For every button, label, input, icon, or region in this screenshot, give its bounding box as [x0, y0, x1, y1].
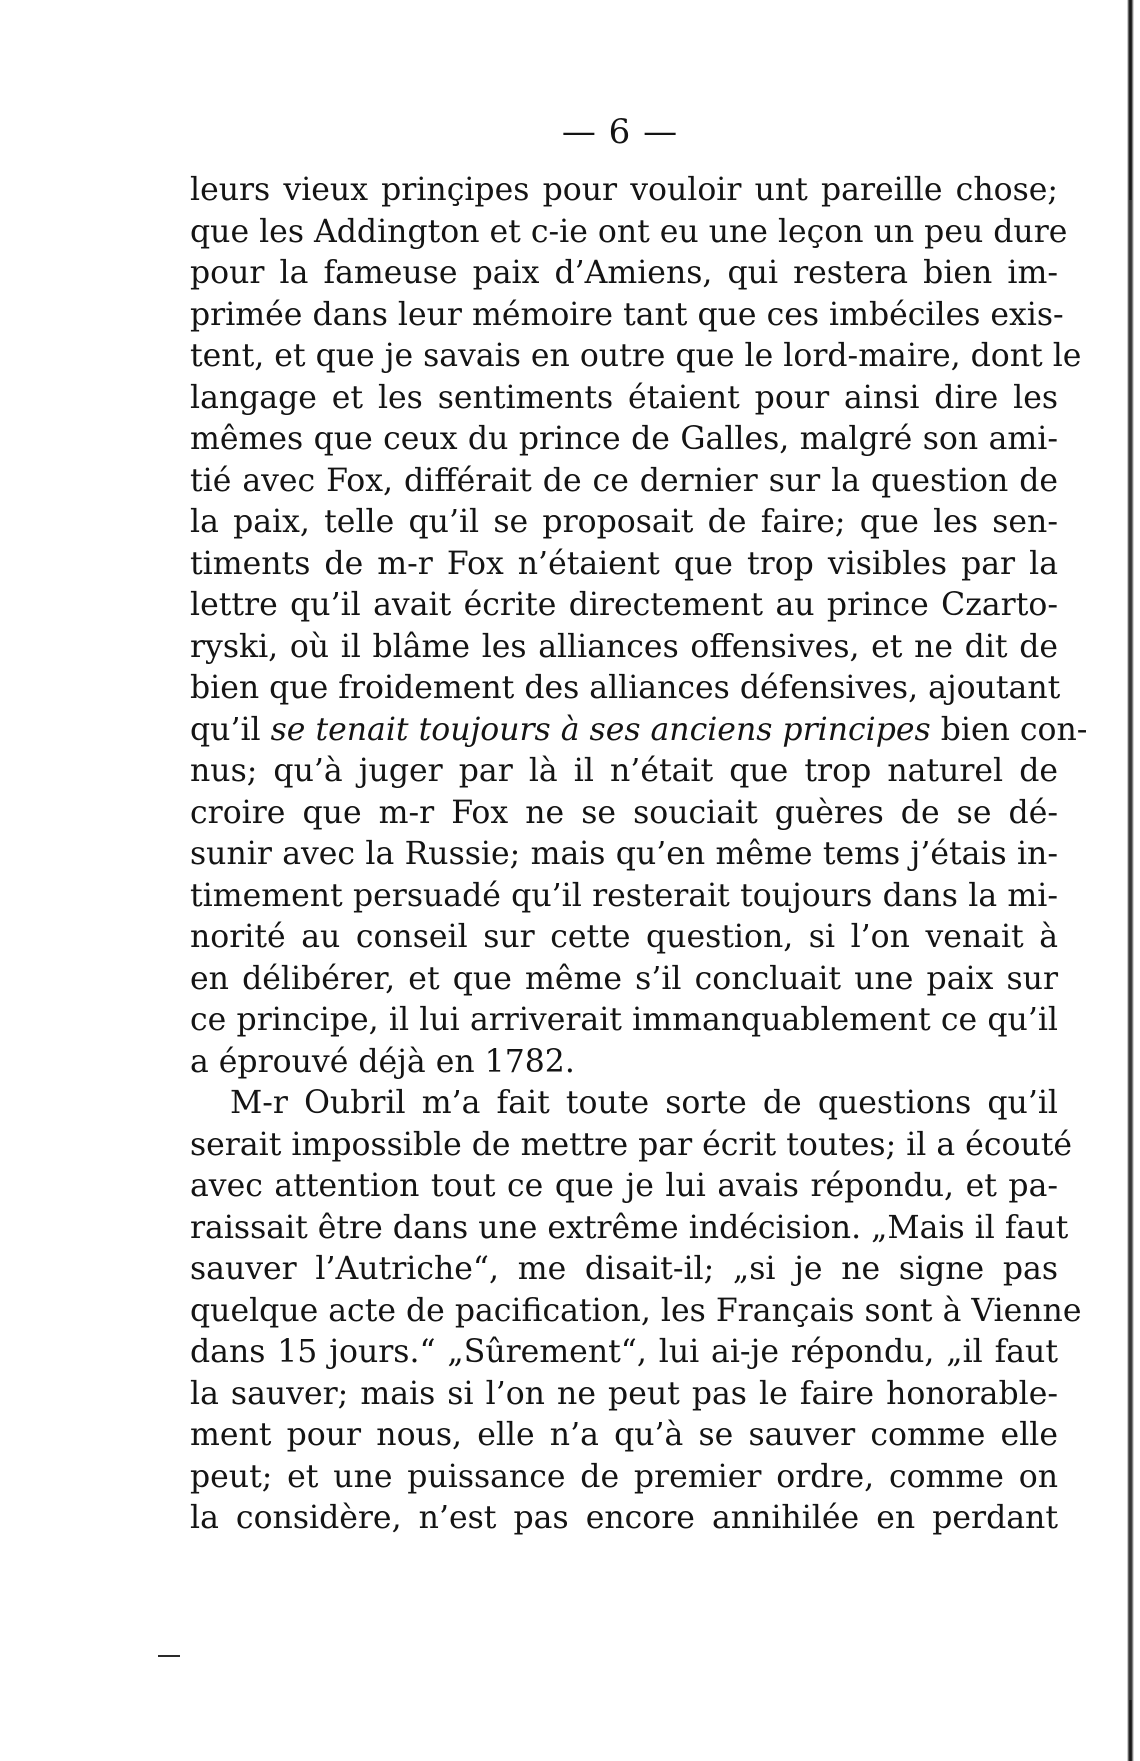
text-line: avec attention tout ce que je lui avais répondu, et pa- [190, 1168, 1058, 1204]
italic-line-pre: qu’il [190, 711, 261, 748]
text-line: ryski, où il blâme les alliances offensives, et ne dit de [190, 628, 1058, 665]
text-line: croire que m-r Fox ne se souciait guères de se dé- [190, 794, 1058, 831]
text-line: leurs vieux prinçipes pour vouloir unt pareille chose; [190, 172, 1058, 208]
text-line: que les Addington et c-ie ont eu une leçon un peu dure [190, 213, 1068, 250]
text-line: la paix, telle qu’il se proposait de faire; que les sen- [190, 504, 1058, 540]
text-line: quelque acte de pacification, les Français sont à Vienne [190, 1292, 1082, 1329]
text-line: raissait être dans une extrême indécision. „Mais il faut [190, 1209, 1069, 1246]
text-line: sauver l’Autriche“, me disait-il; „si je ne signe pas [190, 1251, 1058, 1287]
text-line: la sauver; mais si l’on ne peut pas le faire honorable- [190, 1375, 1058, 1412]
text-line: primée dans leur mémoire tant que ces imbéciles exis- [190, 296, 1064, 333]
text-line: ce principe, il lui arriverait immanquablement ce qu’il [190, 1002, 1058, 1038]
text-line: tié avec Fox, différait de ce dernier sur la question de [190, 462, 1058, 499]
page-edge-shadow [1129, 200, 1132, 1700]
text-line: la considère, n’est pas encore annihilée en perdant [190, 1500, 1058, 1536]
footer-dash-mark [158, 1655, 180, 1657]
text-line-paragraph-end: a éprouvé déjà en 1782. [190, 1043, 575, 1080]
page-number: — 6 — [561, 112, 679, 152]
text-line: tent, et que je savais en outre que le lord-maire, dont le [190, 338, 1082, 374]
text-line: timents de m-r Fox n’étaient que trop visibles par la [190, 545, 1058, 582]
text-line: nus; qu’à juger par là il n’était que trop naturel de [190, 753, 1058, 789]
italic-quote: se tenait toujours à ses anciens principes [270, 711, 931, 748]
text-line: mêmes que ceux du prince de Galles, malgré son ami- [190, 421, 1058, 457]
text-line: pour la fameuse paix d’Amiens, qui restera bien im- [190, 255, 1058, 291]
text-line: timement persuadé qu’il resterait toujours dans la mi- [190, 877, 1058, 914]
text-line-paragraph-start: M-r Oubril m’a fait toute sorte de questions qu’il [230, 1085, 1058, 1121]
text-line: bien que froidement des alliances défensives, ajoutant [190, 670, 1061, 706]
text-line: ment pour nous, elle n’a qu’à se sauver comme elle [190, 1417, 1058, 1453]
text-line-with-italic [190, 710, 1088, 752]
italic-line-post: bien con- [940, 711, 1088, 748]
text-line: en délibérer, et que même s’il concluait une paix sur [190, 960, 1058, 997]
text-line: norité au conseil sur cette question, si l’on venait à [190, 919, 1058, 955]
text-line: lettre qu’il avait écrite directement au prince Czarto- [190, 587, 1058, 623]
text-line: langage et les sentiments étaient pour ainsi dire les [190, 379, 1058, 416]
text-line: serait impossible de mettre par écrit toutes; il a écouté [190, 1126, 1073, 1163]
text-line: peut; et une puissance de premier ordre, comme on [190, 1458, 1058, 1495]
body-text [190, 170, 1088, 1540]
text-line: dans 15 jours.“ „Sûrement“, lui ai-je répondu, „il faut [190, 1334, 1058, 1370]
text-line: sunir avec la Russie; mais qu’en même tems j’étais in- [190, 836, 1058, 872]
